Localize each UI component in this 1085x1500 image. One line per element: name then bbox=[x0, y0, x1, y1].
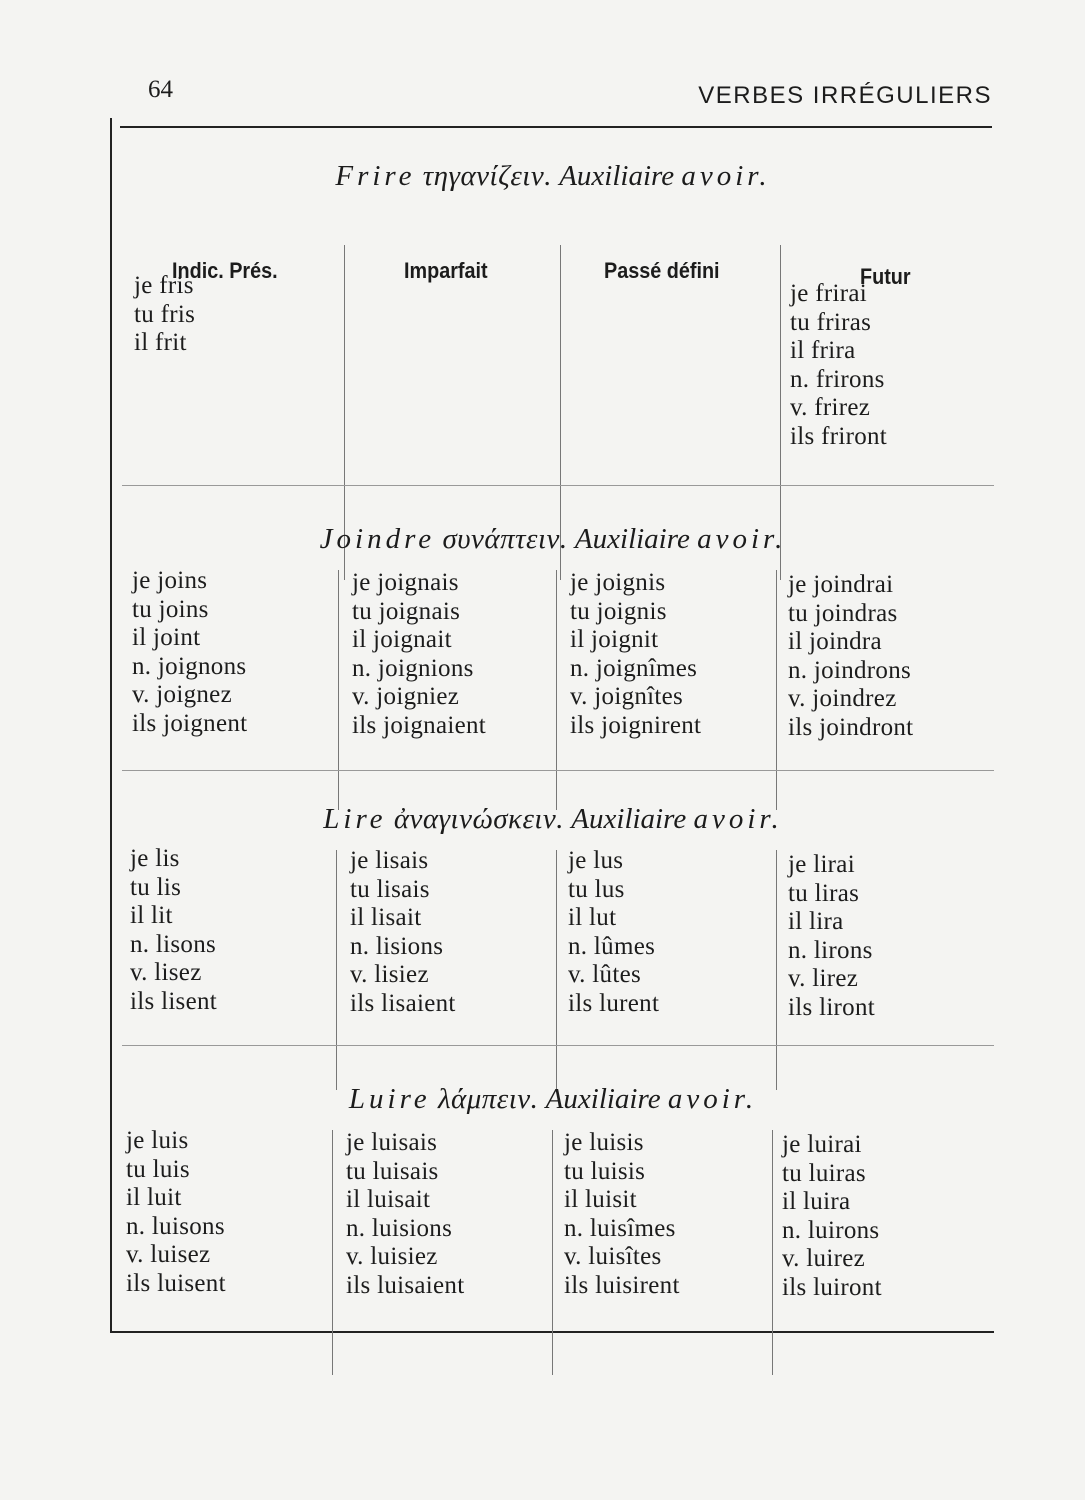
column-present bbox=[132, 567, 247, 738]
conjugated-form: il joint bbox=[132, 624, 201, 651]
conjugated-form: ils joindront bbox=[788, 713, 914, 741]
conjugated-form: v. joigniez bbox=[352, 683, 460, 710]
column-divider bbox=[552, 1130, 553, 1375]
greek-translation: τηγανίζειν. bbox=[422, 160, 552, 192]
conjugated-form: je luisais bbox=[346, 1129, 438, 1156]
conjugated-form: ils lisaient bbox=[350, 989, 456, 1017]
conjugated-form: n. frirons bbox=[790, 365, 885, 393]
conjugated-form: il lisait bbox=[350, 904, 422, 931]
conjugated-form: v. joignîtes bbox=[570, 683, 684, 710]
conjugated-form: je joignis bbox=[570, 569, 666, 596]
verb-name: Frire bbox=[335, 160, 416, 192]
conjugated-form: n. luisions bbox=[346, 1214, 453, 1242]
column-present bbox=[134, 272, 195, 358]
conjugated-form: v. lisiez bbox=[350, 961, 429, 988]
conjugated-form: n. joignîmes bbox=[570, 654, 698, 682]
auxiliary-label: Auxiliaire bbox=[574, 523, 690, 555]
conjugated-form: tu joignais bbox=[352, 597, 461, 625]
conjugated-form: je luis bbox=[126, 1127, 189, 1154]
conjugated-form: v. lisez bbox=[130, 959, 202, 986]
column-divider bbox=[776, 570, 777, 810]
column-divider bbox=[776, 850, 777, 1090]
conjugated-form: il luisit bbox=[564, 1186, 637, 1213]
column-futur bbox=[788, 571, 913, 742]
verb-title bbox=[112, 523, 994, 556]
conjugation-table bbox=[110, 118, 994, 1333]
conjugated-form: je fris bbox=[134, 272, 194, 299]
conjugated-form: n. luisons bbox=[126, 1212, 225, 1240]
conjugated-form: v. joindrez bbox=[788, 685, 897, 712]
conjugated-form: v. luisez bbox=[126, 1241, 211, 1268]
conjugated-form: n. lisons bbox=[130, 930, 217, 958]
running-title: VERBES IRRÉGULIERS bbox=[698, 82, 992, 109]
conjugated-form: ils joignirent bbox=[570, 711, 702, 739]
conjugated-form: il lut bbox=[568, 904, 617, 931]
conjugated-form: il luit bbox=[126, 1184, 182, 1211]
column-divider bbox=[332, 1130, 333, 1375]
auxiliary-verb: avoir. bbox=[681, 160, 771, 192]
conjugated-form: v. joignez bbox=[132, 681, 232, 708]
conjugated-form: ils friront bbox=[790, 422, 888, 450]
column-divider bbox=[336, 850, 337, 1090]
conjugated-form: v. luirez bbox=[782, 1245, 865, 1272]
conjugated-form: n. luirons bbox=[782, 1216, 880, 1244]
column-divider bbox=[556, 850, 557, 1090]
auxiliary-verb: avoir. bbox=[667, 1083, 758, 1115]
header-futur: Futur bbox=[860, 264, 911, 289]
conjugated-form: tu fris bbox=[134, 300, 196, 328]
conjugated-form: tu luisais bbox=[346, 1157, 439, 1185]
header-imparfait: Imparfait bbox=[404, 258, 488, 283]
conjugated-form: ils liront bbox=[788, 993, 876, 1021]
auxiliary-label: Auxiliaire bbox=[571, 803, 687, 835]
conjugated-form: tu liras bbox=[788, 879, 860, 907]
conjugated-form: il joindra bbox=[788, 628, 882, 655]
column-imparfait bbox=[346, 1129, 464, 1300]
conjugated-form: je luirai bbox=[782, 1131, 862, 1158]
conjugated-form: tu lus bbox=[568, 875, 625, 903]
header-passe-defini: Passé défini bbox=[604, 258, 720, 283]
conjugated-form: v. lûtes bbox=[568, 961, 641, 988]
section-divider bbox=[122, 770, 994, 771]
conjugated-form: il frira bbox=[790, 337, 856, 364]
header-present: Indic. Prés. bbox=[172, 258, 278, 283]
conjugated-form: il lira bbox=[788, 908, 844, 935]
verb-section-lire bbox=[112, 795, 994, 1095]
verb-title bbox=[112, 803, 994, 836]
conjugated-form: il luira bbox=[782, 1188, 851, 1215]
column-divider bbox=[772, 1130, 773, 1375]
section-divider bbox=[122, 1045, 994, 1046]
verb-name: Lire bbox=[323, 803, 387, 835]
conjugated-form: je lirai bbox=[788, 851, 855, 878]
conjugated-form: tu luiras bbox=[782, 1159, 866, 1187]
section-divider bbox=[122, 485, 994, 486]
verb-section-luire bbox=[112, 1075, 994, 1375]
conjugated-form: je lisais bbox=[350, 847, 429, 874]
conjugated-form: je lus bbox=[568, 847, 624, 874]
conjugated-form: il joignait bbox=[352, 626, 452, 653]
conjugated-form: ils luisaient bbox=[346, 1271, 465, 1299]
conjugated-form: ils joignaient bbox=[352, 711, 487, 739]
conjugated-form: tu friras bbox=[790, 308, 872, 336]
conjugated-form: tu luisis bbox=[564, 1157, 646, 1185]
conjugated-form: il frit bbox=[134, 329, 187, 356]
conjugated-form: je frirai bbox=[790, 280, 867, 307]
column-passe-defini bbox=[564, 1129, 680, 1300]
verb-name: Luire bbox=[348, 1083, 431, 1115]
column-imparfait bbox=[352, 569, 486, 740]
conjugated-form: tu lisais bbox=[350, 875, 430, 903]
conjugated-form: tu lis bbox=[130, 873, 182, 901]
conjugated-form: je lis bbox=[130, 845, 180, 872]
conjugated-form: n. joignions bbox=[352, 654, 474, 682]
conjugated-form: ils luiront bbox=[782, 1273, 882, 1301]
conjugated-form: il luisait bbox=[346, 1186, 431, 1213]
conjugated-form: je luisis bbox=[564, 1129, 644, 1156]
conjugated-form: n. lûmes bbox=[568, 932, 656, 960]
conjugated-form: n. joindrons bbox=[788, 656, 912, 684]
column-passe-defini bbox=[570, 569, 701, 740]
conjugated-form: tu joins bbox=[132, 595, 209, 623]
auxiliary-label: Auxiliaire bbox=[559, 160, 675, 192]
conjugated-form: n. joignons bbox=[132, 652, 247, 680]
column-present bbox=[126, 1127, 226, 1298]
column-divider bbox=[338, 570, 339, 810]
verb-title bbox=[112, 160, 994, 193]
verb-title bbox=[112, 1083, 994, 1116]
greek-translation: συνάπτειν. bbox=[442, 523, 568, 555]
column-passe-defini bbox=[568, 847, 659, 1018]
conjugated-form: v. frirez bbox=[790, 394, 871, 421]
conjugated-form: ils lisent bbox=[130, 987, 218, 1015]
conjugated-form: n. lisions bbox=[350, 932, 444, 960]
conjugated-form: ils luisent bbox=[126, 1269, 226, 1297]
conjugated-form: ils joignent bbox=[132, 709, 248, 737]
conjugated-form: je joindrai bbox=[788, 571, 894, 598]
conjugated-form: il lit bbox=[130, 902, 173, 929]
column-futur bbox=[788, 851, 875, 1022]
greek-translation: ἀναγινώσκειν. bbox=[393, 803, 565, 835]
column-futur bbox=[790, 280, 887, 451]
conjugated-form: n. lirons bbox=[788, 936, 873, 964]
page-number: 64 bbox=[148, 76, 173, 103]
verb-section-frire bbox=[112, 150, 994, 450]
conjugated-form: v. luisiez bbox=[346, 1243, 438, 1270]
greek-translation: λάμπειν. bbox=[437, 1083, 539, 1115]
conjugated-form: tu joignis bbox=[570, 597, 667, 625]
conjugated-form: il joignit bbox=[570, 626, 659, 653]
column-present bbox=[130, 845, 217, 1016]
auxiliary-verb: avoir. bbox=[693, 803, 783, 835]
conjugated-form: je joins bbox=[132, 567, 208, 594]
conjugated-form: v. luisîtes bbox=[564, 1243, 662, 1270]
conjugated-form: tu joindras bbox=[788, 599, 898, 627]
column-imparfait bbox=[350, 847, 456, 1018]
conjugated-form: je joignais bbox=[352, 569, 459, 596]
conjugated-form: tu luis bbox=[126, 1155, 190, 1183]
verb-name: Joindre bbox=[319, 523, 436, 555]
column-divider bbox=[556, 570, 557, 810]
column-futur bbox=[782, 1131, 882, 1302]
conjugated-form: ils luisirent bbox=[564, 1271, 680, 1299]
conjugated-form: v. lirez bbox=[788, 965, 859, 992]
auxiliary-label: Auxiliaire bbox=[545, 1083, 661, 1115]
auxiliary-verb: avoir. bbox=[697, 523, 787, 555]
conjugated-form: ils lurent bbox=[568, 989, 660, 1017]
conjugated-form: n. luisîmes bbox=[564, 1214, 676, 1242]
